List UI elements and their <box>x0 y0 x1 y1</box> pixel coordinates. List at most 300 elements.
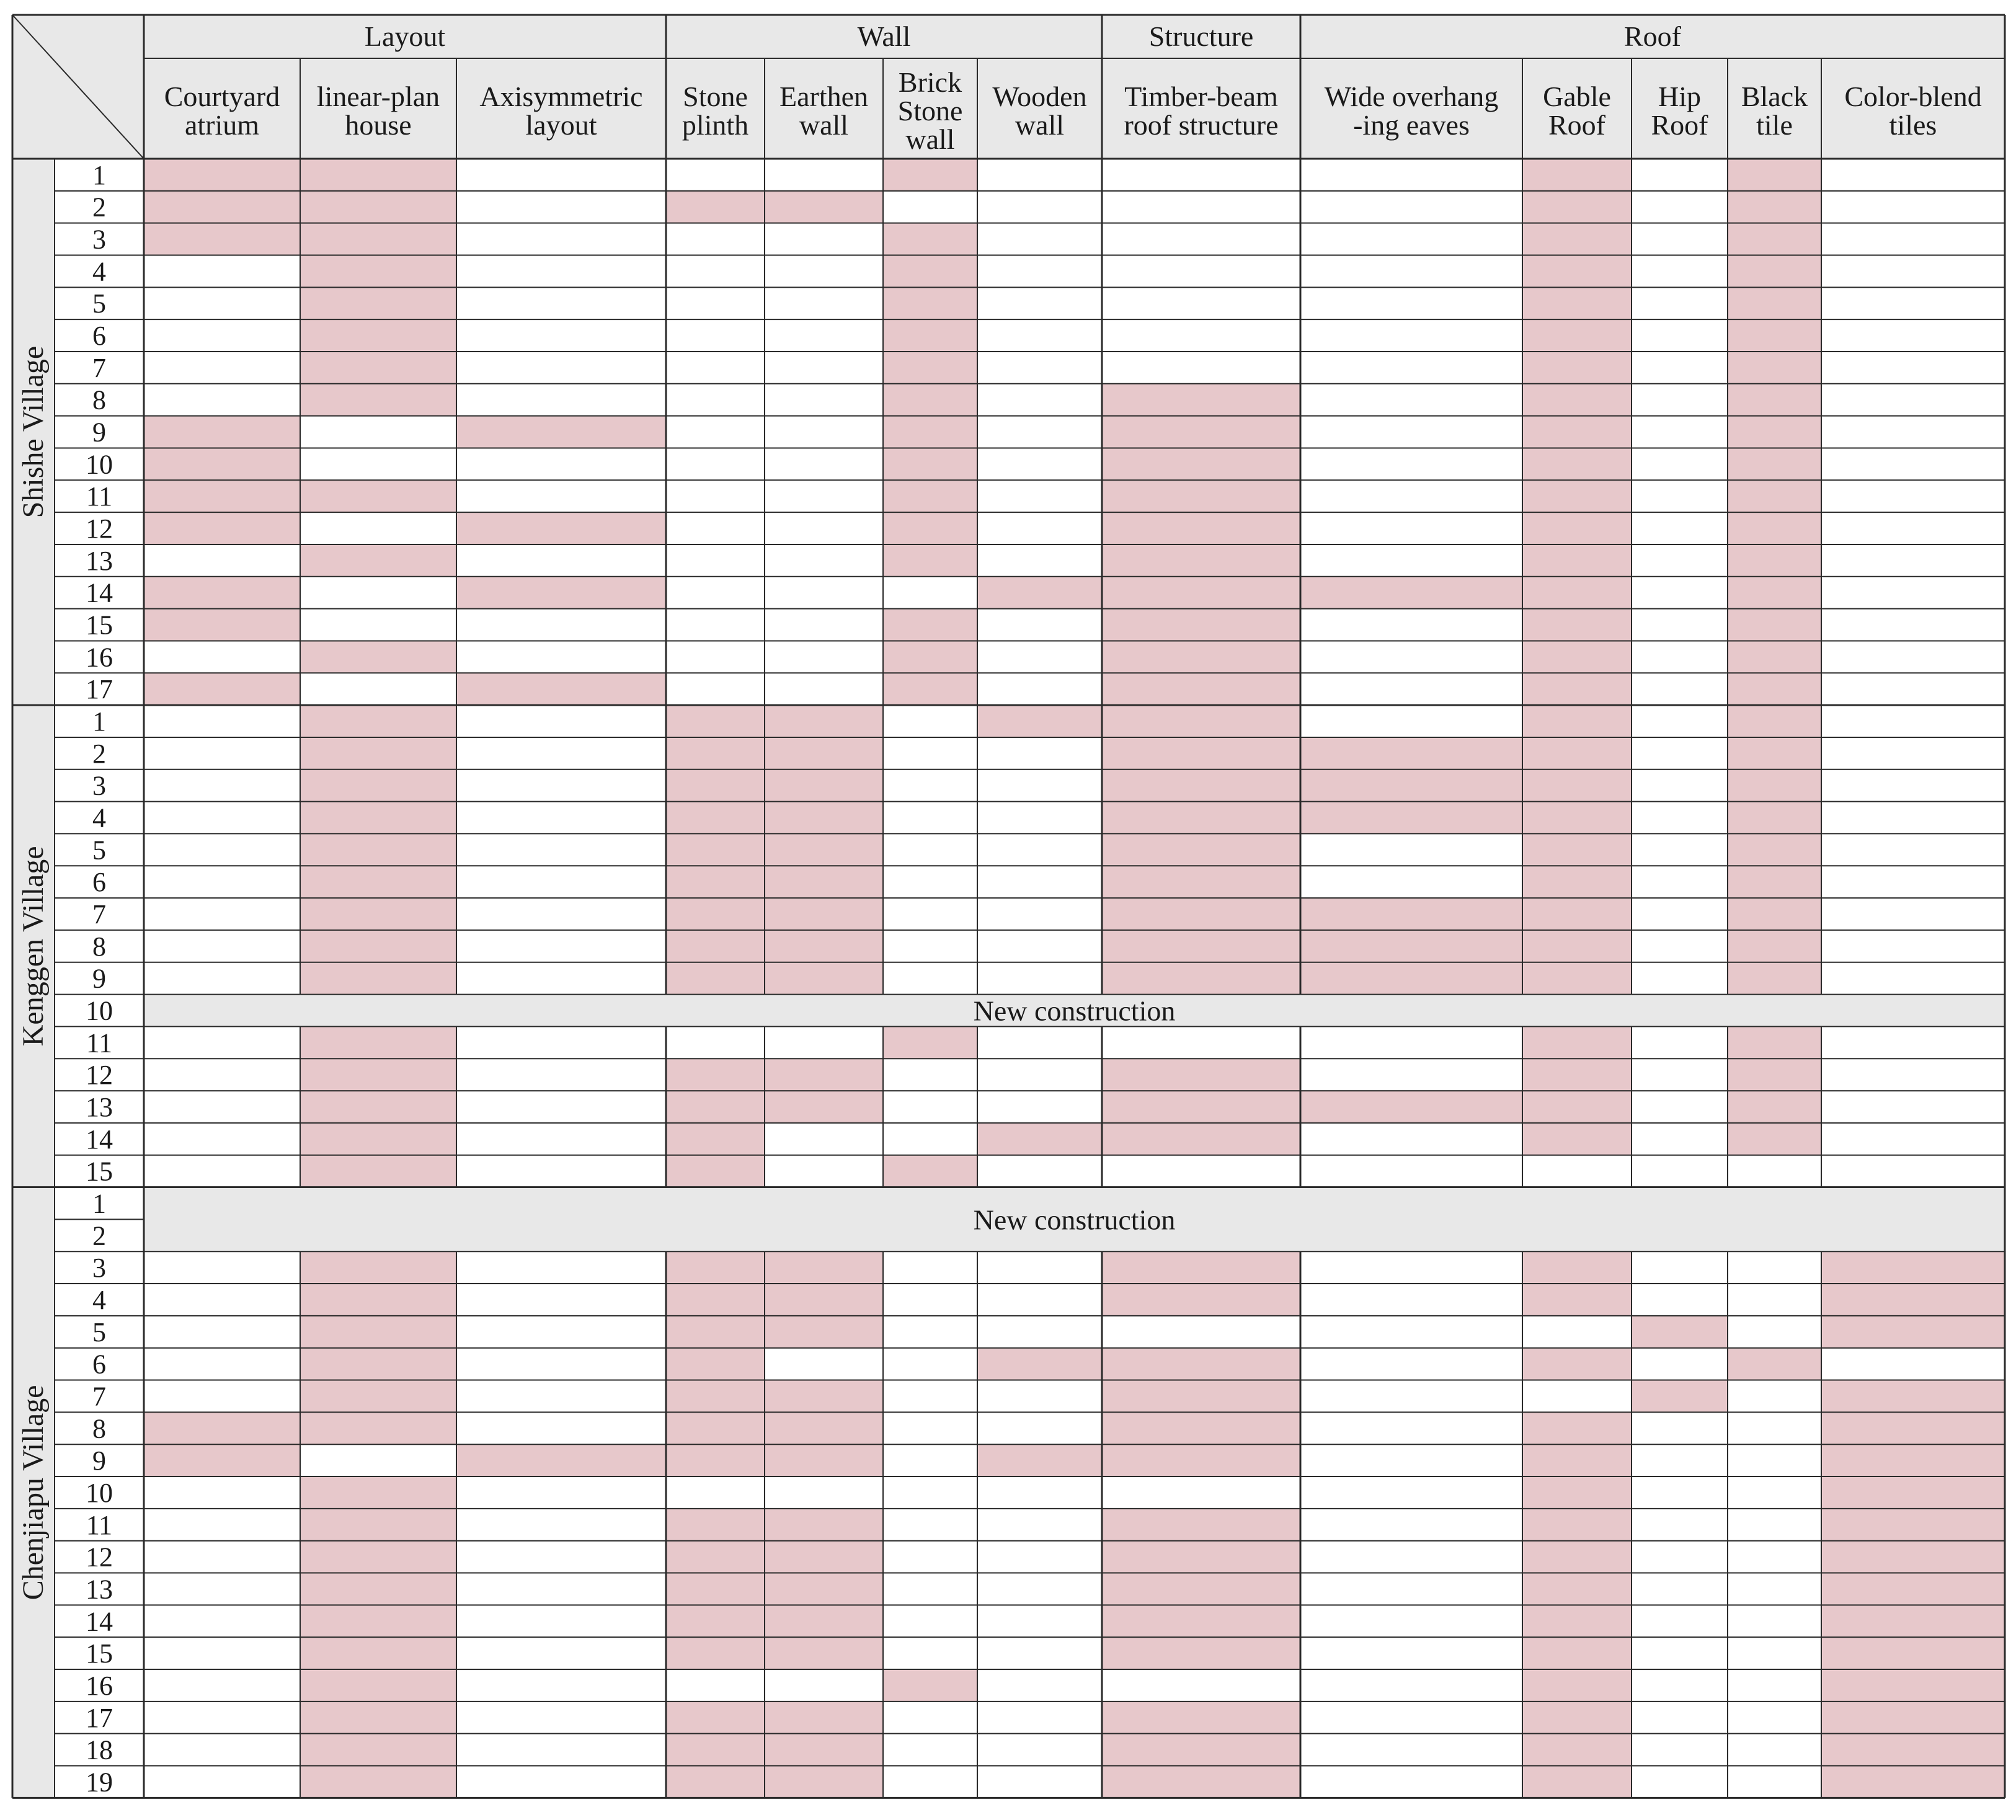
highlight-cell <box>765 1380 883 1413</box>
highlight-cell <box>1522 1476 1632 1509</box>
highlight-cell <box>1821 1637 2005 1669</box>
highlight-cell <box>1102 609 1300 641</box>
highlight-cell <box>1522 930 1632 962</box>
row-number: 13 <box>86 1574 113 1605</box>
highlight-cell <box>1821 1412 2005 1444</box>
highlight-cell <box>1300 770 1522 802</box>
highlight-cell <box>1522 833 1632 866</box>
highlight-cell <box>765 1091 883 1123</box>
highlight-cell <box>1102 866 1300 898</box>
row-number: 17 <box>86 1702 113 1733</box>
highlight-cell <box>1728 352 1821 384</box>
highlight-cell <box>1821 1541 2005 1573</box>
highlight-cell <box>666 930 765 962</box>
column-header-12: Black <box>1741 81 1808 112</box>
highlight-cell <box>1728 898 1821 930</box>
row-number: 10 <box>86 1477 113 1508</box>
highlight-cell <box>666 1766 765 1798</box>
column-header-13: tiles <box>1889 109 1937 141</box>
row-number: 3 <box>92 224 106 255</box>
highlight-cell <box>1522 577 1632 609</box>
highlight-cell <box>1522 1766 1632 1798</box>
highlight-cell <box>1821 1509 2005 1541</box>
row-number: 6 <box>92 321 106 352</box>
highlight-cell <box>144 673 300 705</box>
row-number: 9 <box>92 417 106 448</box>
highlight-cell <box>883 1026 977 1059</box>
highlight-cell <box>1102 1412 1300 1444</box>
highlight-cell <box>1728 1348 1821 1380</box>
highlight-cell <box>1102 705 1300 737</box>
highlight-cell <box>1102 898 1300 930</box>
row-number: 7 <box>92 352 106 383</box>
highlight-cell <box>666 1637 765 1669</box>
highlight-cell <box>765 866 883 898</box>
column-header-12: tile <box>1756 109 1793 141</box>
highlight-cell <box>666 1380 765 1413</box>
highlight-cell <box>1522 1605 1632 1637</box>
highlight-cell <box>1102 962 1300 995</box>
highlight-cell <box>1728 962 1821 995</box>
row-number: 5 <box>92 288 106 319</box>
column-header-11: Hip <box>1658 81 1701 112</box>
highlight-cell <box>300 159 456 191</box>
row-number: 13 <box>86 545 113 576</box>
highlight-cell <box>765 1412 883 1444</box>
highlight-cell <box>883 255 977 287</box>
row-number: 14 <box>86 1124 113 1155</box>
highlight-cell <box>666 898 765 930</box>
highlight-cell <box>300 480 456 512</box>
highlight-cell <box>300 319 456 352</box>
highlight-cell <box>300 1637 456 1669</box>
row-number: 12 <box>86 1060 113 1091</box>
highlight-cell <box>883 416 977 448</box>
highlight-cell <box>300 1509 456 1541</box>
highlight-cell <box>765 1605 883 1637</box>
highlight-cell <box>1102 737 1300 770</box>
column-header-3: layout <box>525 109 597 141</box>
highlight-cell <box>456 673 666 705</box>
row-number: 9 <box>92 1445 106 1476</box>
highlight-cell <box>1728 287 1821 319</box>
highlight-cell <box>144 512 300 544</box>
highlight-cell <box>765 1316 883 1348</box>
highlight-cell <box>1728 930 1821 962</box>
highlight-cell <box>1522 191 1632 223</box>
row-number: 6 <box>92 1349 106 1380</box>
highlight-cell <box>1728 673 1821 705</box>
highlight-cell <box>883 544 977 577</box>
highlight-cell <box>1300 898 1522 930</box>
highlight-cell <box>1522 1702 1632 1734</box>
highlight-cell <box>765 705 883 737</box>
highlight-cell <box>1821 1251 2005 1284</box>
highlight-cell <box>1728 1091 1821 1123</box>
highlight-cell <box>1821 1573 2005 1605</box>
group-header-roof: Roof <box>1624 20 1681 52</box>
highlight-cell <box>765 930 883 962</box>
highlight-cell <box>1102 1573 1300 1605</box>
highlight-cell <box>1102 1444 1300 1476</box>
highlight-cell <box>456 577 666 609</box>
highlight-cell <box>1522 1669 1632 1702</box>
column-header-6: wall <box>905 123 955 155</box>
highlight-cell <box>1102 1380 1300 1413</box>
highlight-cell <box>666 1573 765 1605</box>
highlight-cell <box>1522 544 1632 577</box>
highlight-cell <box>1522 673 1632 705</box>
row-number: 13 <box>86 1091 113 1122</box>
column-header-10: Roof <box>1548 109 1605 141</box>
highlight-cell <box>1522 255 1632 287</box>
highlight-cell <box>666 1091 765 1123</box>
row-number: 3 <box>92 770 106 801</box>
highlight-cell <box>144 223 300 255</box>
column-header-8: roof structure <box>1124 109 1279 141</box>
highlight-cell <box>977 1444 1102 1476</box>
highlight-cell <box>883 512 977 544</box>
highlight-cell <box>765 770 883 802</box>
highlight-cell <box>666 191 765 223</box>
highlight-cell <box>1522 737 1632 770</box>
highlight-cell <box>883 384 977 416</box>
highlight-cell <box>300 1026 456 1059</box>
highlight-cell <box>666 1348 765 1380</box>
highlight-cell <box>300 866 456 898</box>
highlight-cell <box>765 737 883 770</box>
row-number: 4 <box>92 256 106 287</box>
row-number: 8 <box>92 384 106 415</box>
highlight-cell <box>1821 1734 2005 1766</box>
row-number: 7 <box>92 899 106 930</box>
highlight-cell <box>300 255 456 287</box>
highlight-cell <box>1102 802 1300 834</box>
highlight-cell <box>1522 384 1632 416</box>
highlight-cell <box>883 287 977 319</box>
row-number: 12 <box>86 1542 113 1573</box>
highlight-cell <box>300 1284 456 1316</box>
highlight-cell <box>1728 319 1821 352</box>
highlight-cell <box>1821 1316 2005 1348</box>
highlight-cell <box>1632 1316 1728 1348</box>
highlight-cell <box>300 1123 456 1155</box>
row-number: 15 <box>86 1156 113 1187</box>
highlight-cell <box>300 641 456 673</box>
highlight-cell <box>300 544 456 577</box>
highlight-cell <box>1102 1284 1300 1316</box>
highlight-cell <box>1522 416 1632 448</box>
highlight-cell <box>1522 448 1632 480</box>
highlight-cell <box>300 191 456 223</box>
highlight-cell <box>1821 1605 2005 1637</box>
highlight-cell <box>1300 930 1522 962</box>
highlight-cell <box>765 1059 883 1091</box>
highlight-cell <box>1102 641 1300 673</box>
highlight-cell <box>300 1380 456 1413</box>
highlight-cell <box>1522 1123 1632 1155</box>
highlight-cell <box>765 1541 883 1573</box>
highlight-cell <box>1102 673 1300 705</box>
highlight-cell <box>300 737 456 770</box>
highlight-cell <box>1522 770 1632 802</box>
highlight-cell <box>1300 577 1522 609</box>
highlight-cell <box>300 705 456 737</box>
row-number: 1 <box>92 159 106 190</box>
highlight-cell <box>666 1734 765 1766</box>
column-header-10: Gable <box>1543 81 1611 112</box>
highlight-cell <box>144 191 300 223</box>
row-number: 8 <box>92 1413 106 1444</box>
column-header-5: Earthen <box>779 81 869 112</box>
row-number: 6 <box>92 867 106 898</box>
highlight-cell <box>1300 737 1522 770</box>
highlight-cell <box>765 1702 883 1734</box>
highlight-cell <box>300 1155 456 1187</box>
highlight-cell <box>1522 1059 1632 1091</box>
highlight-cell <box>666 1702 765 1734</box>
highlight-cell <box>1728 641 1821 673</box>
highlight-cell <box>1728 384 1821 416</box>
highlight-cell <box>977 1123 1102 1155</box>
village-label: Kenggen Village <box>17 846 50 1047</box>
highlight-cell <box>1522 1734 1632 1766</box>
highlight-cell <box>765 962 883 995</box>
highlight-cell <box>1300 1091 1522 1123</box>
highlight-cell <box>1522 480 1632 512</box>
highlight-cell <box>1728 191 1821 223</box>
row-number: 2 <box>92 192 106 223</box>
highlight-cell <box>300 770 456 802</box>
highlight-cell <box>1522 1091 1632 1123</box>
highlight-cell <box>765 1509 883 1541</box>
column-header-7: wall <box>1015 109 1065 141</box>
column-header-1: atrium <box>184 109 260 141</box>
highlight-cell <box>666 866 765 898</box>
highlight-cell <box>144 577 300 609</box>
highlight-cell <box>1102 1123 1300 1155</box>
highlight-cell <box>144 448 300 480</box>
highlight-cell <box>666 705 765 737</box>
highlight-cell <box>1522 1251 1632 1284</box>
highlight-cell <box>666 737 765 770</box>
highlight-cell <box>883 1155 977 1187</box>
highlight-cell <box>977 577 1102 609</box>
highlight-cell <box>666 833 765 866</box>
highlight-cell <box>1522 319 1632 352</box>
column-header-3: Axisymmetric <box>479 81 643 112</box>
row-number: 15 <box>86 610 113 641</box>
row-number: 1 <box>92 706 106 737</box>
new-construction-label: New construction <box>973 1204 1176 1236</box>
highlight-cell <box>1728 705 1821 737</box>
highlight-cell <box>300 287 456 319</box>
highlight-cell <box>883 641 977 673</box>
highlight-cell <box>300 898 456 930</box>
highlight-cell <box>1728 577 1821 609</box>
highlight-cell <box>666 1155 765 1187</box>
highlight-cell <box>144 1444 300 1476</box>
highlight-cell <box>765 1444 883 1476</box>
highlight-cell <box>144 159 300 191</box>
highlight-cell <box>1821 1284 2005 1316</box>
highlight-cell <box>666 1412 765 1444</box>
highlight-cell <box>1102 1251 1300 1284</box>
highlight-cell <box>1102 1059 1300 1091</box>
highlight-cell <box>883 159 977 191</box>
highlight-cell <box>1821 1380 2005 1413</box>
highlight-cell <box>765 898 883 930</box>
highlight-cell <box>300 1091 456 1123</box>
highlight-cell <box>1522 1348 1632 1380</box>
row-number: 5 <box>92 835 106 866</box>
highlight-cell <box>1102 448 1300 480</box>
highlight-cell <box>1728 448 1821 480</box>
column-header-7: Wooden <box>992 81 1087 112</box>
highlight-cell <box>1102 770 1300 802</box>
highlight-cell <box>666 1251 765 1284</box>
highlight-cell <box>456 1444 666 1476</box>
row-number: 14 <box>86 1606 113 1637</box>
highlight-cell <box>1522 866 1632 898</box>
highlight-cell <box>1102 930 1300 962</box>
highlight-cell <box>1522 1509 1632 1541</box>
highlight-cell <box>1102 1605 1300 1637</box>
highlight-cell <box>666 1509 765 1541</box>
highlight-cell <box>1728 770 1821 802</box>
highlight-cell <box>1522 962 1632 995</box>
highlight-cell <box>666 770 765 802</box>
highlight-cell <box>1300 962 1522 995</box>
highlight-cell <box>666 1605 765 1637</box>
column-header-4: Stone <box>683 81 748 112</box>
highlight-cell <box>1728 1059 1821 1091</box>
highlight-cell <box>1522 512 1632 544</box>
highlight-cell <box>883 673 977 705</box>
highlight-cell <box>1102 384 1300 416</box>
highlight-cell <box>300 1541 456 1573</box>
row-number: 1 <box>92 1188 106 1219</box>
highlight-cell <box>1728 1123 1821 1155</box>
row-number: 10 <box>86 449 113 480</box>
highlight-cell <box>765 1637 883 1669</box>
highlight-cell <box>666 1541 765 1573</box>
highlight-cell <box>666 802 765 834</box>
row-number: 4 <box>92 802 106 833</box>
row-number: 8 <box>92 931 106 962</box>
highlight-cell <box>1728 223 1821 255</box>
row-number: 11 <box>86 1509 113 1540</box>
column-header-4: plinth <box>682 109 749 141</box>
highlight-cell <box>666 1123 765 1155</box>
highlight-cell <box>977 1348 1102 1380</box>
highlight-cell <box>1102 1702 1300 1734</box>
highlight-cell <box>300 1476 456 1509</box>
highlight-cell <box>300 1059 456 1091</box>
column-header-13: Color-blend <box>1844 81 1982 112</box>
highlight-cell <box>1522 287 1632 319</box>
highlight-cell <box>1522 352 1632 384</box>
row-number: 14 <box>86 577 113 608</box>
highlight-cell <box>1522 641 1632 673</box>
highlight-cell <box>883 609 977 641</box>
highlight-cell <box>300 1766 456 1798</box>
highlight-cell <box>456 416 666 448</box>
highlight-cell <box>1102 1637 1300 1669</box>
highlight-cell <box>1728 159 1821 191</box>
highlight-cell <box>765 1573 883 1605</box>
column-header-6: Stone <box>897 95 963 127</box>
highlight-cell <box>666 1444 765 1476</box>
highlight-cell <box>1522 609 1632 641</box>
highlight-cell <box>1102 1766 1300 1798</box>
highlight-cell <box>300 833 456 866</box>
row-number: 2 <box>92 738 106 769</box>
highlight-cell <box>765 1251 883 1284</box>
highlight-cell <box>1821 1444 2005 1476</box>
highlight-cell <box>883 1669 977 1702</box>
highlight-cell <box>1102 1734 1300 1766</box>
highlight-cell <box>883 448 977 480</box>
group-header-wall: Wall <box>857 20 911 52</box>
row-number: 9 <box>92 963 106 994</box>
highlight-cell <box>456 512 666 544</box>
highlight-cell <box>1728 416 1821 448</box>
highlight-cell <box>883 223 977 255</box>
highlight-cell <box>1728 802 1821 834</box>
row-number: 11 <box>86 1028 113 1059</box>
row-number: 10 <box>86 995 113 1026</box>
highlight-cell <box>1522 1541 1632 1573</box>
highlight-cell <box>144 416 300 448</box>
highlight-cell <box>1102 1348 1300 1380</box>
highlight-cell <box>144 480 300 512</box>
highlight-cell <box>1102 1091 1300 1123</box>
row-number: 2 <box>92 1220 106 1251</box>
highlight-cell <box>1102 577 1300 609</box>
highlight-cell <box>883 480 977 512</box>
row-number: 12 <box>86 513 113 544</box>
village-label: Shishe Village <box>17 345 50 518</box>
highlight-cell <box>1728 1026 1821 1059</box>
row-number: 3 <box>92 1253 106 1284</box>
highlight-cell <box>1821 1702 2005 1734</box>
highlight-cell <box>300 1412 456 1444</box>
highlight-cell <box>1102 833 1300 866</box>
highlight-cell <box>1728 255 1821 287</box>
highlight-cell <box>883 352 977 384</box>
highlight-cell <box>1102 480 1300 512</box>
row-number: 17 <box>86 674 113 705</box>
highlight-cell <box>1102 1541 1300 1573</box>
column-header-2: linear-plan <box>316 81 440 112</box>
highlight-cell <box>1522 223 1632 255</box>
highlight-cell <box>765 802 883 834</box>
highlight-cell <box>1522 1026 1632 1059</box>
column-header-9: -ing eaves <box>1353 109 1470 141</box>
highlight-cell <box>1728 609 1821 641</box>
highlight-cell <box>1522 705 1632 737</box>
highlight-cell <box>765 1766 883 1798</box>
highlight-cell <box>765 191 883 223</box>
highlight-cell <box>300 1573 456 1605</box>
highlight-cell <box>1522 1284 1632 1316</box>
highlight-cell <box>300 962 456 995</box>
row-number: 5 <box>92 1316 106 1347</box>
highlight-cell <box>1522 1573 1632 1605</box>
highlight-cell <box>765 833 883 866</box>
row-number: 7 <box>92 1381 106 1412</box>
